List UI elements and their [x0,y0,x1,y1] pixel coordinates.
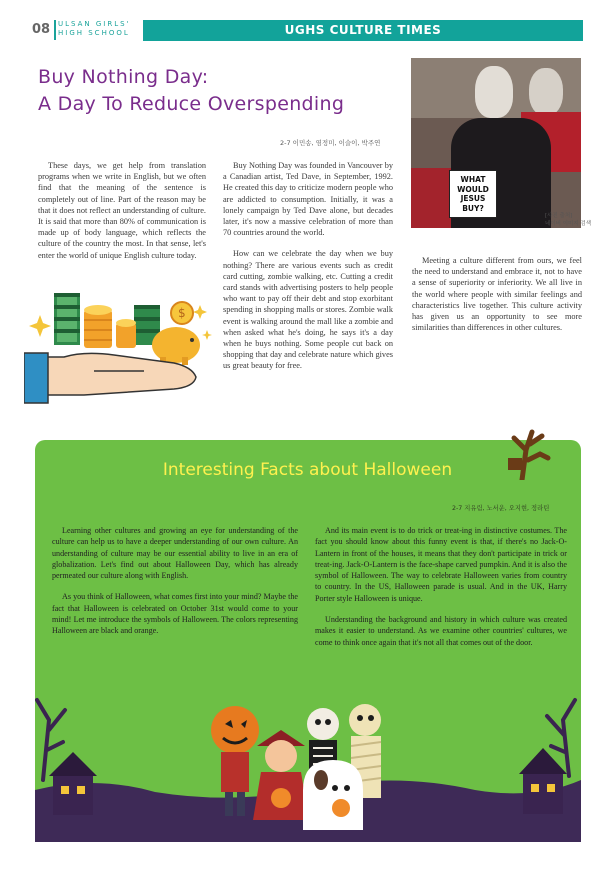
article-paragraph: Buy Nothing Day was founded in Vancouver by a Canadian artist, Ted Dave, in September, 1992. He created this day to criticize modern people who are addicted to consumption. Initially, it was a lonely campaign by Ted Dave alone, but decades later, it's now a massive celebration of more than 70 countries around the world. [223,161,393,238]
article-byline: 2-7 이민송, 염정미, 이슬이, 박주연 [280,139,381,147]
halloween-column-2 [315,525,567,658]
page-number: 08 [32,22,51,37]
article-paragraph: Meeting a culture different from ours, we feel the need to understand and embrace it, not to have a sense of superiority or inferiority. We all live in the world where people with similar feelings and characteristics live together. This culture activity has given us an opportunity to see more similarities than differences in other cultures. [412,256,582,333]
halloween-byline: 2-7 지유림, 노서운, 오지현, 정라틴 [452,505,550,512]
photo-red-coat-2 [411,168,451,228]
protest-photo [411,58,581,228]
article-paragraph: These days, we get help from translation programs when we write in English, but we often find that the meaning of the sentence is completely out of line. Part of the reason may be that it does not reflect an understanding of culture. It is said that more than 80% of communication is made up of body language, which reflects the culture of the country the most. In that sense, let's enter the world of unique English culture today. [38,161,206,260]
photo-sign: WHAT WOULD JESUS BUY? [449,170,497,218]
halloween-paragraph: As you think of Halloween, what comes first into your mind? Maybe the fact that Halloween is celebrated on October 31st would come to your mind! Let me introduce the symbols of Halloween. The colors representing Halloween are black and orange. [52,592,298,636]
article-column-3 [412,255,582,343]
ghost-dog-icon [303,760,363,830]
photo-caption-line2: 네이버 이미지 검색 [545,221,592,227]
photo-masked-person-2 [529,68,563,116]
svg-text:$: $ [178,306,186,320]
halloween-kids-illustration [35,680,581,842]
header-divider [54,20,56,40]
halloween-paragraph: And its main event is to do trick or treat-ing in distinctive costumes. The fact you should know about this funny event is that, if there's no Jack-O-Lantern in front of the houses, it means that they don't participate in trick or treat-ing. Jack-O-Lantern is the face-shape carved pumpkin. And it is also the symbol of Halloween. The way to celebrate Halloween varies from country to country. In the US, Halloween parade is usual. And in the UK, Harry Porter style Halloween is unique. [315,526,567,603]
article-title [38,64,344,118]
halloween-paragraph: Understanding the background and history in which culture was created makes it easier to understand. As we examine other countries' cultures, we come to think once again that it's not all that comes out of the door. [315,615,567,647]
article-column-1 [38,160,206,271]
witch-kid-icon [253,730,309,820]
school-name-line1: ULSAN GIRLS' [58,20,131,28]
article-title-line1: Buy Nothing Day: [38,66,209,88]
article-column-2 [223,160,393,382]
photo-masked-person [475,66,513,118]
halloween-column-1 [52,525,298,647]
photo-caption-line1: [사진 출처] [545,213,573,219]
dead-tree-icon [37,700,575,780]
school-name-line2: HIGH SCHOOL [58,29,130,37]
article-title-line2: A Day To Reduce Overspending [38,93,345,115]
money-saving-illustration [24,285,214,415]
halloween-title: Interesting Facts about Halloween [162,460,453,480]
article-paragraph: How can we celebrate the day when we buy nothing? There are various events such as credit card cutting, zombie walking, etc. Cutting a credit card stands with advertising posters to help people who want to pay off their debt and stop exorbitant spending in shopping malls or stores. Zombie walk event is walking around the mall like a zombie and when asked what he's doing, he says it's a day when he buys nothing. Some people cut back on shopping that day and celebrate nature which gives us great beauty for free. [223,249,393,371]
school-name [58,20,130,38]
photo-caption [545,212,591,228]
halloween-paragraph: Learning other cultures and growing an eye for understanding of the culture can help us to have a deeper understanding of our own culture. An understanding of culture may be our essential ability to live in an era of globalization. Let's find out about Halloween Day, which has already permeated our culture along with English. [52,526,298,581]
newspaper-banner: UGHS CULTURE TIMES [143,20,583,41]
coin-stack-icon [84,305,136,348]
bare-tree-icon [500,420,560,480]
